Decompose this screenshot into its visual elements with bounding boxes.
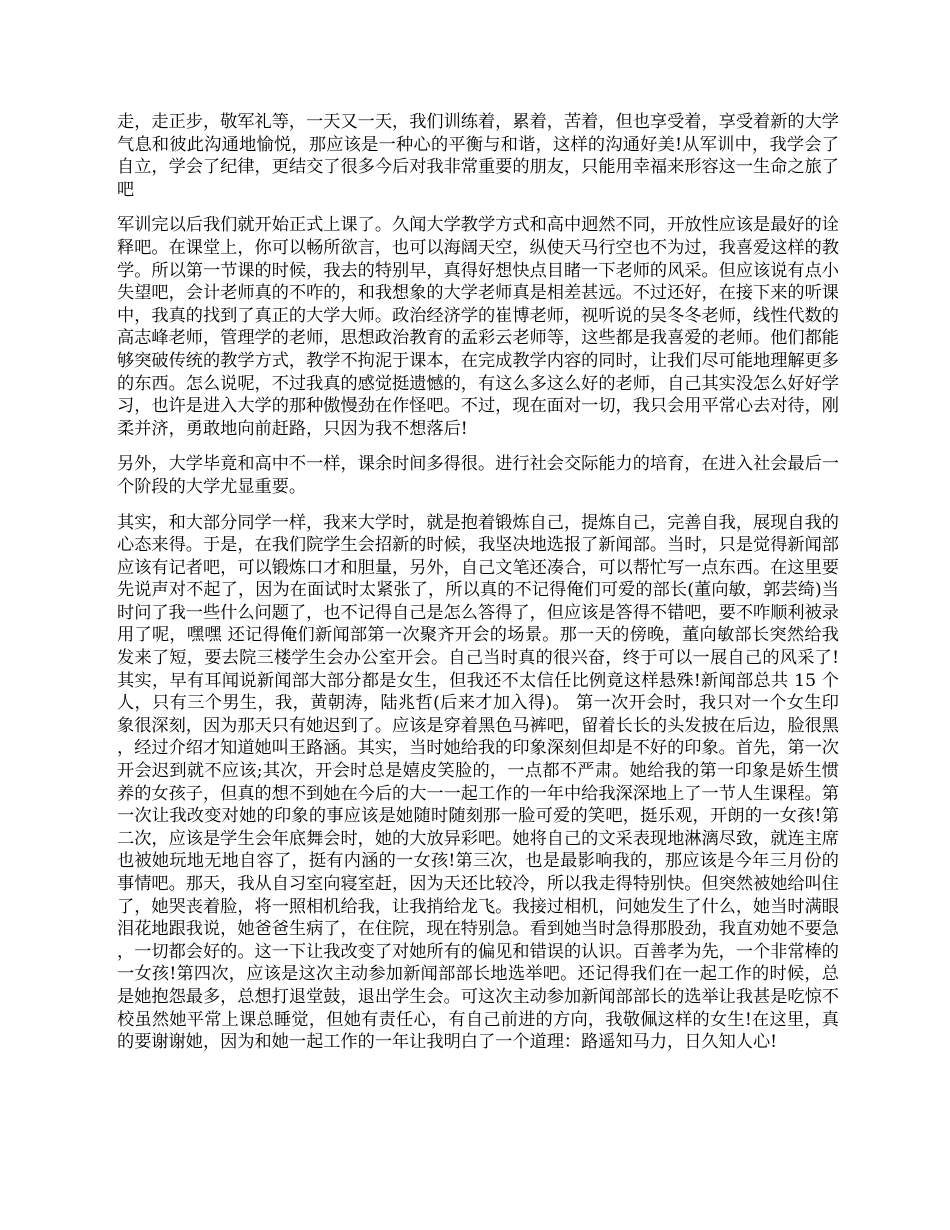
paragraph-news-department: 其实，和大部分同学一样，我来大学时，就是抱着锻炼自己，提炼自己，完善自我，展现自我的心态来得。于是，在我们院学生会招新的时候，我坚决地选报了新闻部。当时，只是觉得新闻部应该有记者吧，可以锻炼口才和胆量，另外，自己文笔还凑合，可以帮忙写一点东西。在这里要先说声对不起了，因为在面试时太紧张了，所以真的不记得俺们可爱的部长(董向敏，郭芸绮)当时问了我一些什么问题了，也不记得自己是怎么答得了，但应该是答得不错吧，要不咋顺利被录用了呢，嘿嘿 还记得俺们新闻部第一次聚齐开会的场景。那一天的傍晚，董向敏部长突然给我发来了短，要去院三楼学生会办公室开会。自己当时真的很兴奋，终于可以一展自己的风采了!其实，早有耳闻说新闻部大部分都是女生，但我还不太信任比例竟这样悬殊!新闻部总共 15 个人，只有三个男生，我，黄朝涛，陆兆哲(后来才加入得)。 第一次开会时，我只对一个女生印象很深刻，因为那天只有她迟到了。应该是穿着黑色马裤吧，留着长长的头发披在后边，脸很黑，经过介绍才知道她叫王路涵。其实，当时她给我的印象深刻但却是不好的印象。首先，第一次开会迟到就不应该;其次，开会时总是嬉皮笑脸的，一点都不严肃。她给我的第一印象是娇生惯养的女孩子，但真的想不到她在今后的大一一起工作的一年中给我深深地上了一节人生课程。第一次让我改变对她的印象的事应该是她随时随刻那一脸可爱的笑吧，挺乐观，开朗的一女孩!第二次，应该是学生会年底舞会时，她的大放异彩吧。她将自己的文采表现地淋漓尽致，就连主席也被她玩地无地自容了，挺有内涵的一女孩!第三次，也是最影响我的，那应该是今年三月份的事情吧。那天，我从自习室向寝室赶，因为天还比较冷，所以我走得特别快。但突然被她给叫住了，她哭丧着脸，将一照相机给我，让我捎给龙飞。我接过相机，问她发生了什么，她当时满眼泪花地跟我说，她爸爸生病了，在住院，现在特别急。看到她当时急得那股劲，我直劝她不要急，一切都会好的。这一下让我改变了对她所有的偏见和错误的认识。百善孝为先，一个非常棒的一女孩!第四次，应该是这次主动参加新闻部部长地选举吧。还记得我们在一起工作的时候，总是她抱怨最多，总想打退堂鼓，退出学生会。可这次主动参加新闻部部长的选举让我甚是吃惊不校虽然她平常上课总睡觉，但她有责任心，有自己前进的方向，我敬佩这样的女生!在这里，真的要谢谢她，因为和她一起工作的一年让我明白了一个道理：路遥知马力，日久知人心! [117, 512, 839, 1053]
paragraph-military-training: 走，走正步，敬军礼等，一天又一天，我们训练着，累着，苦着，但也享受着，享受着新的大学气息和彼此沟通地愉悦，那应该是一种心的平衡与和谐，这样的沟通好美!从军训中，我学会了自立，学会了纪律，更结交了很多今后对我非常重要的朋友，只能用幸福来形容这一生命之旅了吧 [117, 112, 839, 200]
paragraph-social-skills: 另外，大学毕竟和高中不一样，课余时间多得很。进行社会交际能力的培育，在进入社会最后一个阶段的大学尤显重要。 [117, 454, 839, 497]
document-page [117, 111, 839, 1067]
paragraph-classes-begin: 军训完以后我们就开始正式上课了。久闻大学教学方式和高中迥然不同，开放性应该是最好的诠释吧。在课堂上，你可以畅所欲言，也可以海阔天空，纵使天马行空也不为过，我喜爱这样的教学。所以第一节课的时候，我去的特别早，真得好想快点目睹一下老师的风采。但应该说有点小失望吧，会计老师真的不咋的，和我想象的大学老师真是相差甚远。不过还好，在接下来的听课中，我真的找到了真正的大学大师。政治经济学的崔博老师，视听说的吴冬冬老师，线性代数的高志峰老师，管理学的老师，思想政治教育的孟彩云老师等，这些都是我喜爱的老师。他们都能够突破传统的教学方式，教学不拘泥于课本，在完成教学内容的同时，让我们尽可能地理解更多的东西。怎么说呢，不过我真的感觉挺遗憾的，有这么多这么好的老师，自己其实没怎么好好学习，也许是进入大学的那种傲慢劲在作怪吧。不过，现在面对一切，我只会用平常心去对待，刚柔并济，勇敢地向前赶路，只因为我不想落后! [117, 215, 839, 439]
